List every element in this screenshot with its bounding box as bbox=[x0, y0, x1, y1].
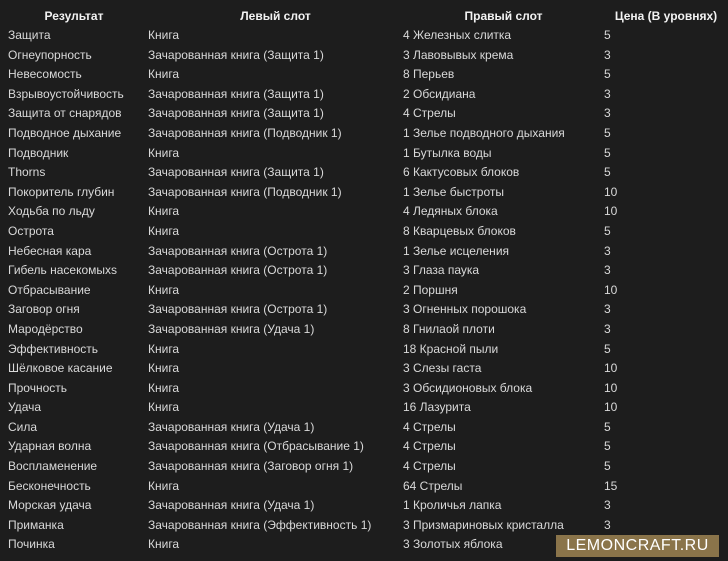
cell-right: 4 Стрелы bbox=[403, 106, 456, 121]
cell-result: Эффективность bbox=[8, 341, 99, 356]
cell-result: Небесная кара bbox=[8, 243, 92, 258]
cell-result: Прочность bbox=[8, 380, 68, 395]
cell-right: 1 Зелье быстроты bbox=[403, 184, 504, 199]
cell-price: 15 bbox=[604, 478, 618, 493]
cell-left: Книга bbox=[148, 380, 180, 395]
cell-left: Книга bbox=[148, 341, 180, 356]
cell-price: 3 bbox=[604, 263, 611, 278]
table-row bbox=[0, 418, 728, 438]
cell-right: 8 Гнилаой плоти bbox=[403, 321, 495, 336]
cell-left: Книга bbox=[148, 28, 180, 42]
table-row bbox=[0, 261, 728, 281]
table-row bbox=[0, 398, 728, 418]
table-row bbox=[0, 144, 728, 164]
cell-left: Зачарованная книга (Удача 1) bbox=[148, 419, 315, 434]
table-header-row bbox=[0, 6, 728, 26]
cell-right: 3 Обсидионовых блока bbox=[403, 380, 533, 395]
table-row bbox=[0, 379, 728, 399]
cell-result: Удача bbox=[8, 400, 42, 415]
table-row bbox=[0, 46, 728, 66]
cell-right: 3 Огненных порошока bbox=[403, 302, 527, 317]
cell-right: 4 Стрелы bbox=[403, 439, 456, 454]
cell-price: 3 bbox=[604, 86, 611, 101]
table-row bbox=[0, 457, 728, 477]
cell-price: 10 bbox=[604, 380, 618, 395]
cell-result: Починка bbox=[8, 537, 55, 552]
cell-right: 1 Зелье подводного дыхания bbox=[403, 125, 565, 140]
cell-result: Воспламенение bbox=[8, 459, 98, 474]
cell-left: Зачарованная книга (Подводник 1) bbox=[148, 184, 342, 199]
cell-result: Покоритель глубин bbox=[8, 184, 115, 199]
table-row bbox=[0, 340, 728, 360]
cell-result: Заговор огня bbox=[8, 302, 80, 317]
table-row bbox=[0, 183, 728, 203]
cell-result: Подводное дыхание bbox=[8, 125, 122, 140]
cell-left: Зачарованная книга (Защита 1) bbox=[148, 47, 324, 62]
cell-result: Сила bbox=[8, 419, 38, 434]
cell-result: Острота bbox=[8, 223, 54, 238]
cell-result: Бесконечность bbox=[8, 478, 91, 493]
table-row bbox=[0, 359, 728, 379]
cell-result: Морская удача bbox=[8, 498, 92, 513]
table-row bbox=[0, 163, 728, 183]
cell-left: Книга bbox=[148, 400, 180, 415]
cell-right: 4 Стрелы bbox=[403, 419, 456, 434]
cell-right: 18 Красной пыли bbox=[403, 341, 499, 356]
table-row bbox=[0, 320, 728, 340]
table-row bbox=[0, 65, 728, 85]
cell-right: 8 Перьев bbox=[403, 67, 455, 82]
cell-right: 4 Ледяных блока bbox=[403, 204, 498, 219]
table-row bbox=[0, 104, 728, 124]
cell-price: 5 bbox=[604, 28, 611, 42]
cell-price: 3 bbox=[604, 517, 611, 532]
table-body bbox=[0, 26, 728, 555]
cell-price: 5 bbox=[604, 145, 611, 160]
cell-left: Книга bbox=[148, 478, 180, 493]
cell-right: 6 Кактусовых блоков bbox=[403, 165, 520, 180]
cell-right: 3 Золотых яблока bbox=[403, 537, 503, 552]
cell-price: 5 bbox=[604, 125, 611, 140]
cell-result: Приманка bbox=[8, 517, 64, 532]
cell-result: Шёлковое касание bbox=[8, 361, 113, 376]
cell-right: 3 Слезы гаста bbox=[403, 361, 482, 376]
cell-right: 2 Обсидиана bbox=[403, 86, 476, 101]
cell-right: 2 Поршня bbox=[403, 282, 458, 297]
cell-left: Книга bbox=[148, 282, 180, 297]
table-row bbox=[0, 281, 728, 301]
cell-price: 3 bbox=[604, 498, 611, 513]
cell-left: Зачарованная книга (Удача 1) bbox=[148, 321, 315, 336]
cell-price: 3 bbox=[604, 302, 611, 317]
cell-result: Ударная волна bbox=[8, 439, 92, 454]
cell-right: 4 Стрелы bbox=[403, 459, 456, 474]
cell-result: Thorns bbox=[8, 165, 46, 180]
cell-left: Зачарованная книга (Защита 1) bbox=[148, 86, 324, 101]
cell-left: Книга bbox=[148, 537, 180, 552]
header-right-slot: Правый слот bbox=[464, 9, 543, 23]
cell-right: 64 Стрелы bbox=[403, 478, 463, 493]
table-row bbox=[0, 496, 728, 516]
cell-result: Взрывоустойчивость bbox=[8, 86, 124, 101]
cell-price: 10 bbox=[604, 400, 618, 415]
cell-right: 3 Призмариновых кристалла bbox=[403, 517, 564, 532]
cell-price: 10 bbox=[604, 204, 618, 219]
cell-price: 5 bbox=[604, 459, 611, 474]
watermark-badge bbox=[556, 535, 719, 557]
cell-result: Мародёрство bbox=[8, 321, 83, 336]
cell-left: Зачарованная книга (Подводник 1) bbox=[148, 125, 342, 140]
cell-result: Отбрасывание bbox=[8, 282, 91, 297]
watermark-text: LEMONCRAFT.RU bbox=[566, 537, 709, 554]
cell-left: Зачарованная книга (Заговор огня 1) bbox=[148, 459, 354, 474]
table-row bbox=[0, 516, 728, 536]
header-price: Цена (В уровнях) bbox=[614, 9, 718, 23]
cell-right: 4 Железных слитка bbox=[403, 28, 512, 42]
cell-price: 5 bbox=[604, 439, 611, 454]
cell-left: Зачарованная книга (Отбрасывание 1) bbox=[148, 439, 364, 454]
cell-right: 8 Кварцевых блоков bbox=[403, 223, 516, 238]
table-row bbox=[0, 202, 728, 222]
cell-price: 5 bbox=[604, 67, 611, 82]
cell-right: 1 Бутылка воды bbox=[403, 145, 492, 160]
cell-left: Зачарованная книга (Эффективность 1) bbox=[148, 517, 372, 532]
table-row bbox=[0, 26, 728, 46]
cell-price: 3 bbox=[604, 106, 611, 121]
cell-price: 3 bbox=[604, 321, 611, 336]
cell-right: 1 Кроличья лапка bbox=[403, 498, 502, 513]
table-row bbox=[0, 242, 728, 262]
cell-left: Зачарованная книга (Удача 1) bbox=[148, 498, 315, 513]
cell-price: 10 bbox=[604, 282, 618, 297]
cell-result: Подводник bbox=[8, 145, 69, 160]
cell-price: 5 bbox=[604, 165, 611, 180]
cell-price: 5 bbox=[604, 223, 611, 238]
cell-left: Книга bbox=[148, 361, 180, 376]
cell-result: Гибель насекомыхs bbox=[8, 263, 118, 278]
table-row bbox=[0, 85, 728, 105]
cell-price: 5 bbox=[604, 341, 611, 356]
cell-price: 10 bbox=[604, 361, 618, 376]
cell-left: Зачарованная книга (Острота 1) bbox=[148, 263, 328, 278]
cell-result: Огнеупорность bbox=[8, 47, 92, 62]
cell-price: 3 bbox=[604, 47, 611, 62]
table-row bbox=[0, 124, 728, 144]
cell-left: Зачарованная книга (Защита 1) bbox=[148, 106, 324, 121]
cell-result: Ходьба по льду bbox=[8, 204, 95, 219]
cell-price: 3 bbox=[604, 243, 611, 258]
cell-result: Защита bbox=[8, 28, 51, 42]
cell-price: 5 bbox=[604, 419, 611, 434]
header-left-slot: Левый слот bbox=[240, 9, 311, 23]
cell-result: Защита от снарядов bbox=[8, 106, 122, 121]
cell-result: Невесомость bbox=[8, 67, 82, 82]
cell-left: Зачарованная книга (Острота 1) bbox=[148, 243, 328, 258]
header-result: Результат bbox=[44, 9, 104, 23]
cell-left: Зачарованная книга (Острота 1) bbox=[148, 302, 328, 317]
table-row bbox=[0, 477, 728, 497]
cell-left: Книга bbox=[148, 67, 180, 82]
cell-right: 3 Глаза паука bbox=[403, 263, 480, 278]
cell-price: 10 bbox=[604, 184, 618, 199]
table-row bbox=[0, 222, 728, 242]
table-row bbox=[0, 300, 728, 320]
cell-left: Книга bbox=[148, 145, 180, 160]
table-row bbox=[0, 437, 728, 457]
cell-right: 3 Лавовывых крема bbox=[403, 47, 514, 62]
cell-left: Книга bbox=[148, 204, 180, 219]
cell-left: Зачарованная книга (Защита 1) bbox=[148, 165, 324, 180]
cell-right: 16 Лазурита bbox=[403, 400, 471, 415]
cell-right: 1 Зелье исцеления bbox=[403, 243, 510, 258]
cell-left: Книга bbox=[148, 223, 180, 238]
